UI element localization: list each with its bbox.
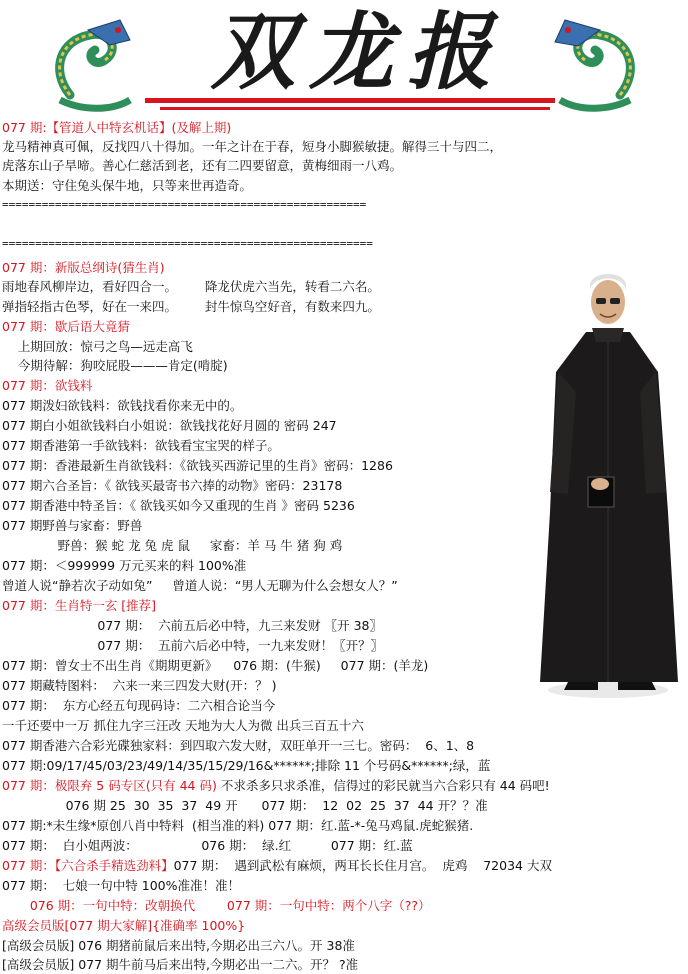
text-line xyxy=(2,258,165,277)
text-line xyxy=(2,356,228,375)
text-segment: 弹指轻指古色琴，好在一来四。 封牛惊鸟空好音，有数来四九。 xyxy=(2,299,380,314)
text-segment: 雨地春风柳岸边，看好四合一。 降龙伏虎六当先，转看二六名。 xyxy=(2,279,380,294)
text-line xyxy=(2,416,337,435)
text-segment: 077 期：曾女士不出生肖《期期更新》 076 期：(牛猴) 077 期：(羊龙) xyxy=(2,658,429,673)
text-line xyxy=(2,955,358,974)
separator-line xyxy=(2,234,373,253)
text-segment: 076 期 25 30 35 37 49 开 077 期： 12 02 25 37 44 开？？准 xyxy=(2,798,488,813)
text-segment: 077 期： 白小姐两波： 076 期： 绿.红 077 期：红.蓝 xyxy=(2,838,413,853)
text-line xyxy=(2,556,246,575)
text-line xyxy=(2,756,490,775)
text-line xyxy=(2,656,428,675)
text-line xyxy=(2,536,342,555)
text-segment: 077 期野兽与家畜：野兽 xyxy=(2,518,143,533)
text-segment: 077 期泼妇欲钱料：欲钱找看你来无中的。 xyxy=(2,398,243,413)
text-segment: 077 期： 五前六后必中特，一九来发财！〖开？〗 xyxy=(2,638,384,653)
text-line xyxy=(2,118,231,137)
text-segment: 077 期香港第一手欲钱料：欲钱看宝宝哭的样子。 xyxy=(2,438,280,453)
text-segment: 077 期：欲钱料 xyxy=(2,378,93,393)
text-line xyxy=(2,616,382,635)
text-line xyxy=(2,317,130,336)
text-segment: 龙马精神真可佩，反找四八十得加。一年之计在于春，短身小脚猴敏捷。解得三十与四二， xyxy=(2,139,503,154)
text-segment: 高级会员版[077 期大家解]{准确率 100%} xyxy=(2,918,246,933)
text-segment: 076 期：一句中特：改朝换代 077 期：一句中特：两个八字（??） xyxy=(2,898,431,913)
text-line xyxy=(2,796,488,815)
text-line xyxy=(2,337,193,356)
text-segment: 077 期:*未生缘*原创八肖中特料 (相当准的料) 077 期：红.蓝-*-兔马鸡鼠.虎蛇猴猪. xyxy=(2,818,474,833)
text-line xyxy=(2,776,550,795)
text-line xyxy=(2,696,275,715)
right-dragon-icon xyxy=(555,20,630,108)
text-line xyxy=(2,876,240,895)
text-segment: [高级会员版] 076 期猪前鼠后来出特,今期必出三六八。开 38准 xyxy=(2,938,355,953)
text-segment: 一千还要中一万 抓住九字三汪改 天地为大人为微 出兵三百五十六 xyxy=(2,718,364,733)
text-line xyxy=(2,137,502,156)
text-segment: ======================================================= xyxy=(2,198,367,211)
text-line xyxy=(2,836,413,855)
text-line xyxy=(2,856,552,875)
text-line xyxy=(2,277,380,296)
text-line xyxy=(2,476,342,495)
text-line xyxy=(2,676,277,695)
text-segment: 077 期:09/17/45/03/23/49/14/35/15/29/16&******;排除 11 个号码&******;绿，蓝 xyxy=(2,758,491,773)
fortune-teller-portrait xyxy=(528,262,688,702)
text-line xyxy=(2,596,156,615)
masthead xyxy=(0,0,688,122)
text-line xyxy=(2,916,245,935)
text-segment: 077 期香港中特圣旨：《 欲钱买如今又重现的生肖 》密码 5236 xyxy=(2,498,355,513)
text-line xyxy=(2,297,380,316)
text-segment: ======================================================== xyxy=(2,237,373,250)
text-line xyxy=(2,516,142,535)
text-segment: 077 期：新版总纲诗(猜生肖) xyxy=(2,260,165,275)
text-segment: 077 期：香港最新生肖欲钱料：《欲钱买西游记里的生肖》密码：1286 xyxy=(2,458,393,473)
text-segment: 野兽：猴 蛇 龙 兔 虎 鼠 家畜：羊 马 牛 猪 狗 鸡 xyxy=(2,538,343,553)
text-line xyxy=(2,716,364,735)
masthead-title: 双龙报 xyxy=(210,2,505,101)
text-line xyxy=(2,896,431,915)
text-line xyxy=(2,936,355,955)
text-segment: 077 期： 六前五后必中特，九三来发财 〖开 38〗 xyxy=(2,618,382,633)
text-segment: 077 期藏特图料： 六来一来三四发大财(开：？ ) xyxy=(2,678,277,693)
text-line xyxy=(2,496,355,515)
text-segment: [高级会员版] 077 期牛前马后来出特,今期必出一二六。开？ ?准 xyxy=(2,957,359,972)
text-segment: 077 期：极限弃 5 码专区(只有 44 码) xyxy=(2,778,217,793)
text-line xyxy=(2,436,280,455)
text-segment: 077 期： 东方心经五句现码诗：二六相合论当今 xyxy=(2,698,276,713)
text-segment: 077 期： 七娘一句中特 100%准准！准！ xyxy=(2,878,240,893)
text-segment: 077 期：生肖特一玄 [推荐] xyxy=(2,598,157,613)
text-segment: 上期回放：惊弓之鸟—远走高飞 xyxy=(2,339,193,354)
separator-line xyxy=(2,195,366,214)
text-line xyxy=(2,736,474,755)
text-segment: 曾道人说“静若次子动如兔” 曾道人说：“男人无聊为什么会想女人？” xyxy=(2,578,398,593)
text-segment: 本期送：守住兔头保牛地，只等来世再造奇。 xyxy=(2,178,253,193)
text-line xyxy=(2,456,393,475)
text-line xyxy=(2,396,242,415)
text-segment: 不求杀多只求杀准，信得过的彩民就当六合彩只有 44 码吧! xyxy=(216,778,550,793)
text-segment: 今期待解：狗咬屁股———肯定(啃腚) xyxy=(2,358,228,373)
text-segment: 077 期：【六合杀手精选劲料】 xyxy=(2,858,174,873)
text-line xyxy=(2,176,252,195)
text-segment: 077 期:【管道人中特玄机话】(及解上期) xyxy=(2,120,232,135)
title-underline-bar-2 xyxy=(160,107,550,110)
text-line xyxy=(2,576,398,595)
left-dragon-icon xyxy=(60,20,130,108)
text-segment: 077 期香港六合彩光碟独家料：到四取六发大财，双旺单开一三七。密码： 6、1、8 xyxy=(2,738,475,753)
text-segment: 虎落东山子旱啼。善心仁慈活到老，还有二四要留意，黄梅细雨一八鸡。 xyxy=(2,158,403,173)
text-segment: 077 期六合圣旨：《 欲钱买最寄书六捧的动物》密码：23178 xyxy=(2,478,343,493)
text-line xyxy=(2,376,92,395)
text-segment: 077 期：歇后语大竟猜 xyxy=(2,319,130,334)
text-segment: 077 期白小姐欲钱料白小姐说：欲钱找花好月圆的 密码 247 xyxy=(2,418,337,433)
text-segment: 077 期： 遇到武松有麻烦，两耳长长住月宫。 虎鸡 72034 大双 xyxy=(173,858,552,873)
text-line xyxy=(2,636,383,655)
text-line xyxy=(2,156,402,175)
text-segment: 077 期：＜999999 万元买来的料 100%准 xyxy=(2,558,247,573)
text-line xyxy=(2,816,473,835)
